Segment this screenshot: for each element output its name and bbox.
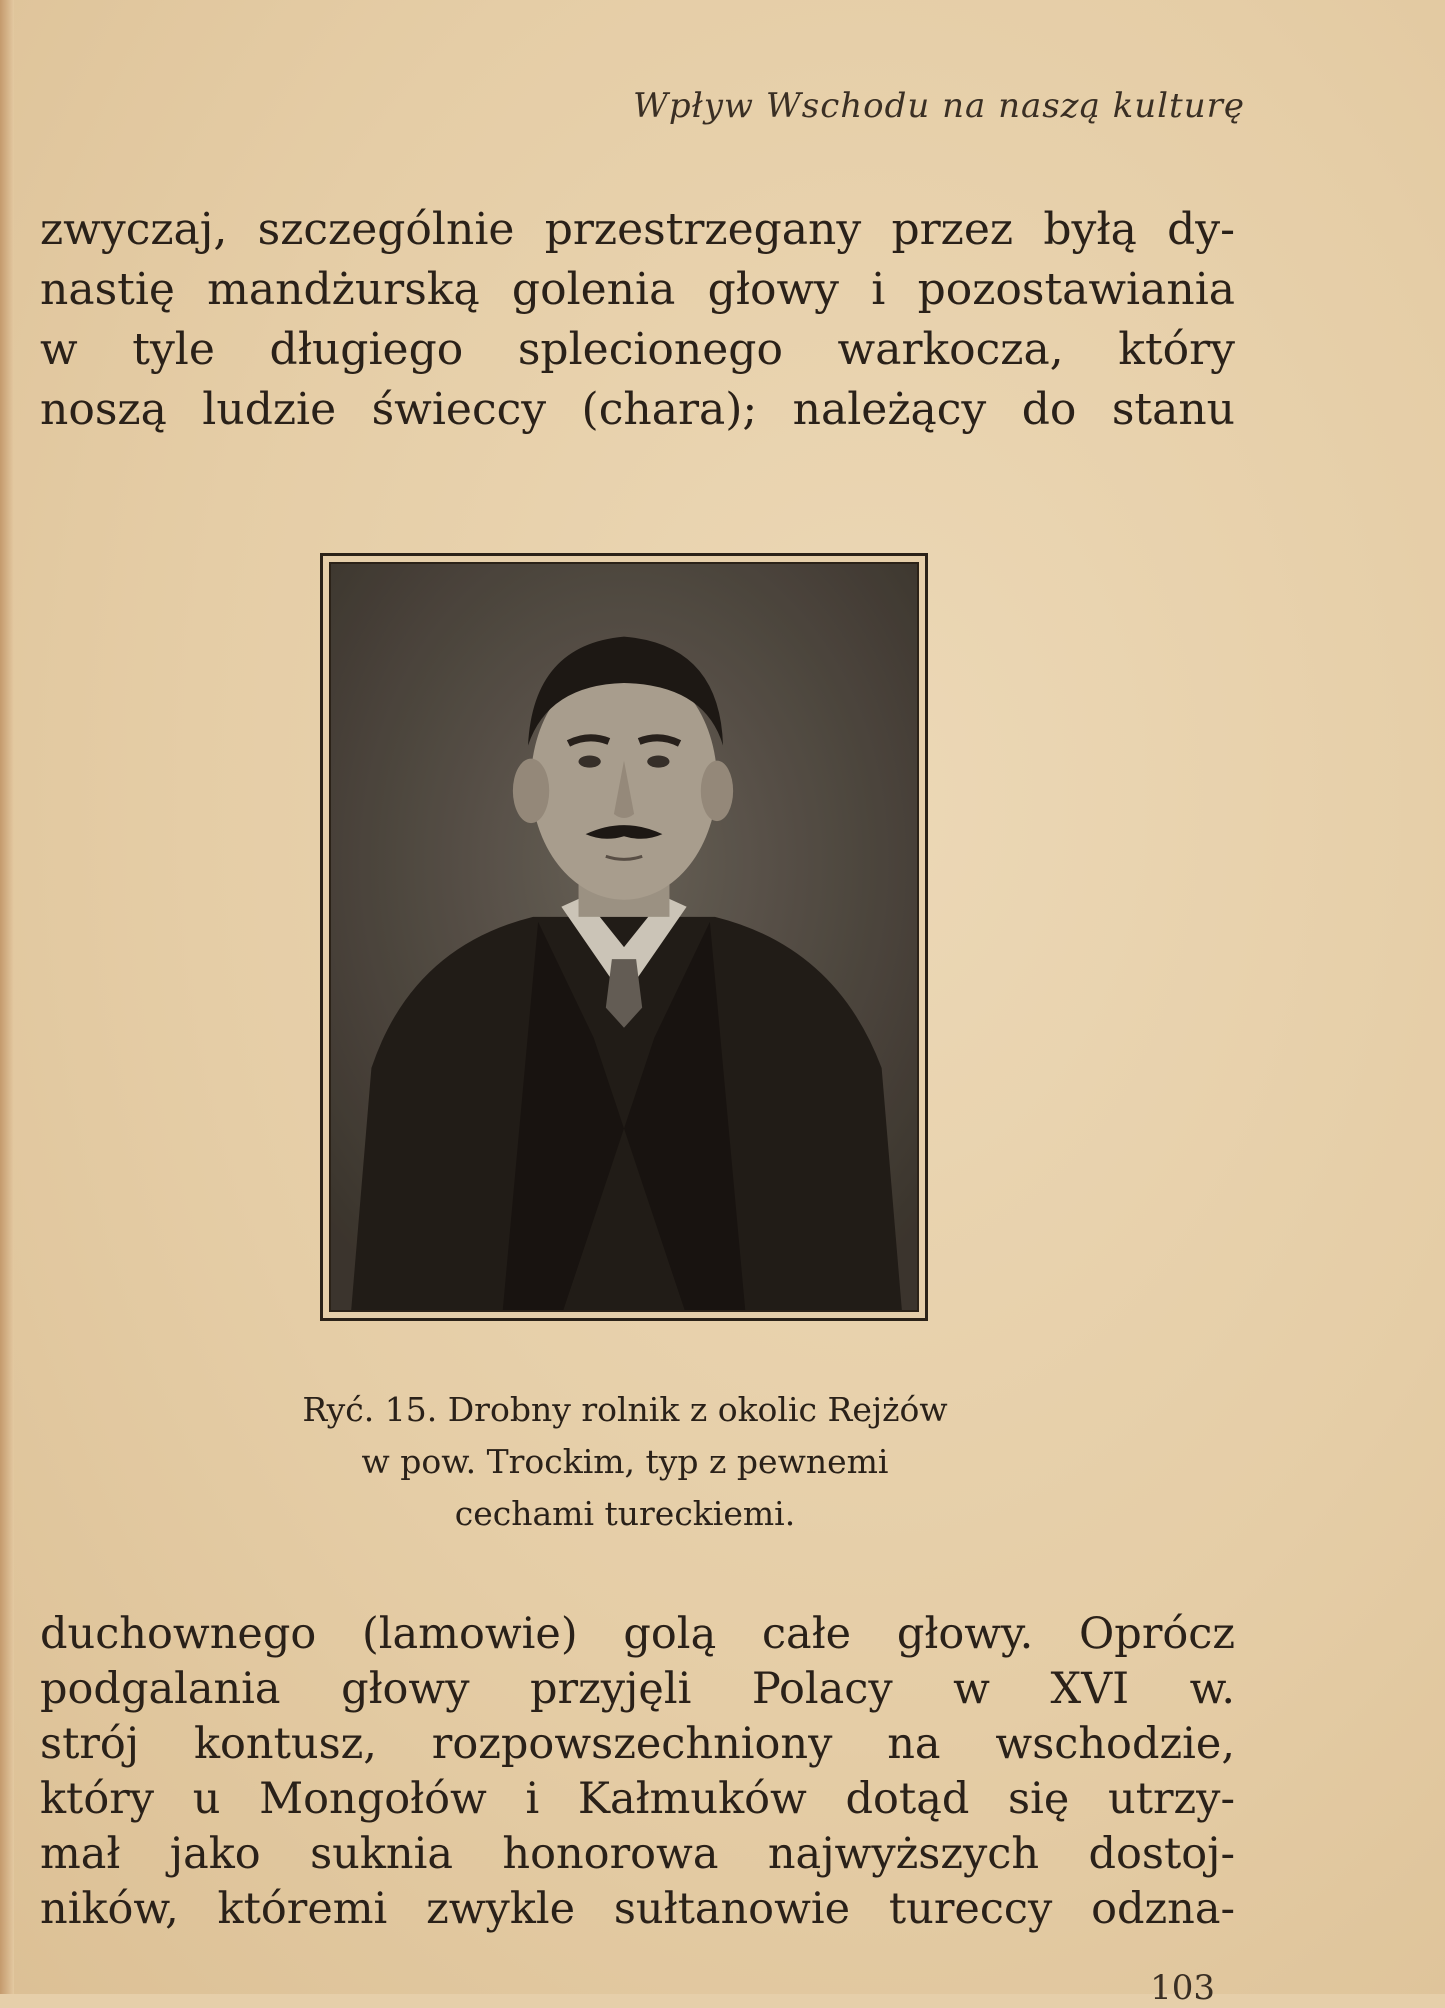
text-line: ników, któremi zwykle sułtanowie tureccy odzna- [40, 1884, 1235, 1934]
page-number: 103 [1150, 1968, 1215, 2008]
running-head: Wpływ Wschodu na naszą kulturę [632, 86, 1245, 126]
paragraph-top [40, 200, 1235, 440]
figure-caption [180, 1384, 1070, 1540]
portrait-illustration [331, 564, 917, 1310]
text-line: który u Mongołów i Kałmuków dotąd się utrzy- [40, 1774, 1235, 1824]
caption-line: cechami tureckiemi. [454, 1494, 796, 1533]
caption-line: Ryć. 15. Drobny rolnik z okolic Rejżów [302, 1390, 948, 1429]
text-line: noszą ludzie świeccy (chara); należący do stanu [40, 384, 1235, 435]
page-binding-edge [0, 0, 14, 1994]
text-line: w tyle długiego splecionego warkocza, który [40, 324, 1235, 375]
portrait-photo [329, 562, 919, 1312]
text-line: nastię mandżurską golenia głowy i pozostawiania [40, 264, 1235, 315]
text-line: zwyczaj, szczególnie przestrzegany przez byłą dy- [40, 204, 1235, 255]
caption-line: w pow. Trockim, typ z pewnemi [361, 1442, 889, 1481]
text-line: strój kontusz, rozpowszechniony na wschodzie, [40, 1719, 1235, 1769]
text-line: mał jako suknia honorowa najwyższych dostoj- [40, 1829, 1235, 1879]
paragraph-bottom [40, 1607, 1235, 1937]
text-line: duchownego (lamowie) golą całe głowy. Oprócz [40, 1609, 1235, 1659]
figure-frame [320, 553, 928, 1321]
text-line: podgalania głowy przyjęli Polacy w XVI w. [40, 1664, 1235, 1714]
